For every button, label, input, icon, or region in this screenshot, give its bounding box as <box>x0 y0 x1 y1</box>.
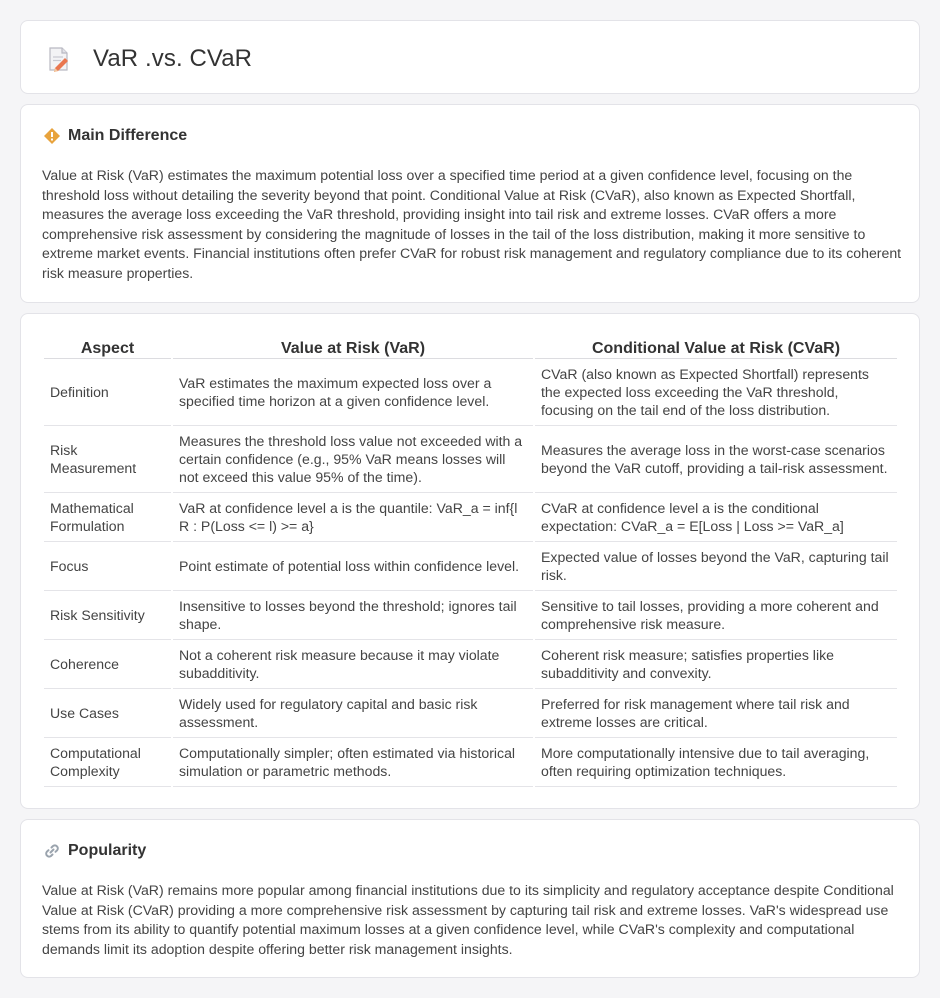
document-pencil-icon <box>47 46 71 72</box>
table-row <box>44 591 897 640</box>
cell-cvar: More computationally intensive due to tail averaging, often requiring optimization techniques. <box>535 738 897 787</box>
page-title: VaR .vs. CVaR <box>93 45 253 72</box>
cell-cvar: Sensitive to tail losses, providing a more coherent and comprehensive risk measure. <box>535 591 897 640</box>
diamond-warning-icon <box>43 127 61 145</box>
cell-aspect: Use Cases <box>44 689 171 738</box>
header-var: Value at Risk (VaR) <box>173 335 533 359</box>
cell-var: VaR estimates the maximum expected loss over a specified time horizon at a given confidence level. <box>173 359 533 426</box>
table-row <box>44 493 897 542</box>
comparison-table <box>42 335 899 787</box>
title-card <box>20 20 920 94</box>
table-row <box>44 542 897 591</box>
cell-var: Point estimate of potential loss within confidence level. <box>173 542 533 591</box>
cell-cvar: Expected value of losses beyond the VaR, capturing tail risk. <box>535 542 897 591</box>
popularity-text: Value at Risk (VaR) remains more popular among financial institutions due to its simplicity and regulatory acceptance despite Conditional Value at Risk (CVaR) providing a more comprehensive risk assessment by capturing tail risk and extreme losses. VaR's widespread use stems from its ability to quantify potential maximum losses at a given confidence level, while CVaR's complexity and computational demands limit its adoption despite offering better risk management insights. <box>42 882 894 957</box>
cell-aspect: Mathematical Formulation <box>44 493 171 542</box>
main-difference-text: Value at Risk (VaR) estimates the maximum potential loss over a specified time period at a given confidence level, focusing on the threshold loss without detailing the severity beyond that point. Conditional Value at Risk (CVaR), also known as Expected Shortfall, measures the average loss exceeding the VaR threshold, providing insight into tail risk and extreme losses. CVaR offers a more comprehensive risk assessment by considering the magnitude of losses in the tail of the loss distribution, making it more sensitive to extreme market events. Financial institutions often prefer CVaR for robust risk management and regulatory compliance due to its coherent risk measure properties. <box>42 167 902 281</box>
main-difference-heading: Main Difference <box>68 127 188 144</box>
cell-var: VaR at confidence level a is the quantile: VaR_a = inf{l R : P(Loss <= l) >= a} <box>173 493 533 542</box>
header-aspect: Aspect <box>44 335 171 359</box>
link-icon <box>43 842 61 860</box>
cell-var: Widely used for regulatory capital and basic risk assessment. <box>173 689 533 738</box>
table-header-row <box>44 335 897 359</box>
table-row <box>44 426 897 493</box>
cell-aspect: Definition <box>44 359 171 426</box>
popularity-heading: Popularity <box>68 842 147 859</box>
cell-var: Insensitive to losses beyond the threshold; ignores tail shape. <box>173 591 533 640</box>
cell-aspect: Focus <box>44 542 171 591</box>
table-row <box>44 640 897 689</box>
popularity-header <box>43 842 146 860</box>
cell-aspect: Coherence <box>44 640 171 689</box>
table-row <box>44 689 897 738</box>
cell-cvar: Coherent risk measure; satisfies properties like subadditivity and convexity. <box>535 640 897 689</box>
cell-aspect: Risk Sensitivity <box>44 591 171 640</box>
table-row <box>44 738 897 787</box>
cell-var: Computationally simpler; often estimated via historical simulation or parametric methods. <box>173 738 533 787</box>
main-difference-header <box>43 127 187 145</box>
cell-cvar: Measures the average loss in the worst-case scenarios beyond the VaR cutoff, providing a tail-risk assessment. <box>535 426 897 493</box>
cell-var: Not a coherent risk measure because it may violate subadditivity. <box>173 640 533 689</box>
cell-cvar: Preferred for risk management where tail risk and extreme losses are critical. <box>535 689 897 738</box>
header-cvar: Conditional Value at Risk (CVaR) <box>535 335 897 359</box>
cell-var: Measures the threshold loss value not exceeded with a certain confidence (e.g., 95% VaR means losses will not exceed this value 95% of the time). <box>173 426 533 493</box>
popularity-card <box>20 819 920 978</box>
cell-aspect: Computational Complexity <box>44 738 171 787</box>
cell-cvar: CVaR (also known as Expected Shortfall) represents the expected loss exceeding the VaR threshold, focusing on the tail end of the loss distribution. <box>535 359 897 426</box>
cell-cvar: CVaR at confidence level a is the conditional expectation: CVaR_a = E[Loss | Loss >= VaR_a] <box>535 493 897 542</box>
main-difference-card <box>20 104 920 303</box>
comparison-card <box>20 313 920 809</box>
title-row <box>47 45 252 73</box>
table-row <box>44 359 897 426</box>
cell-aspect: Risk Measurement <box>44 426 171 493</box>
